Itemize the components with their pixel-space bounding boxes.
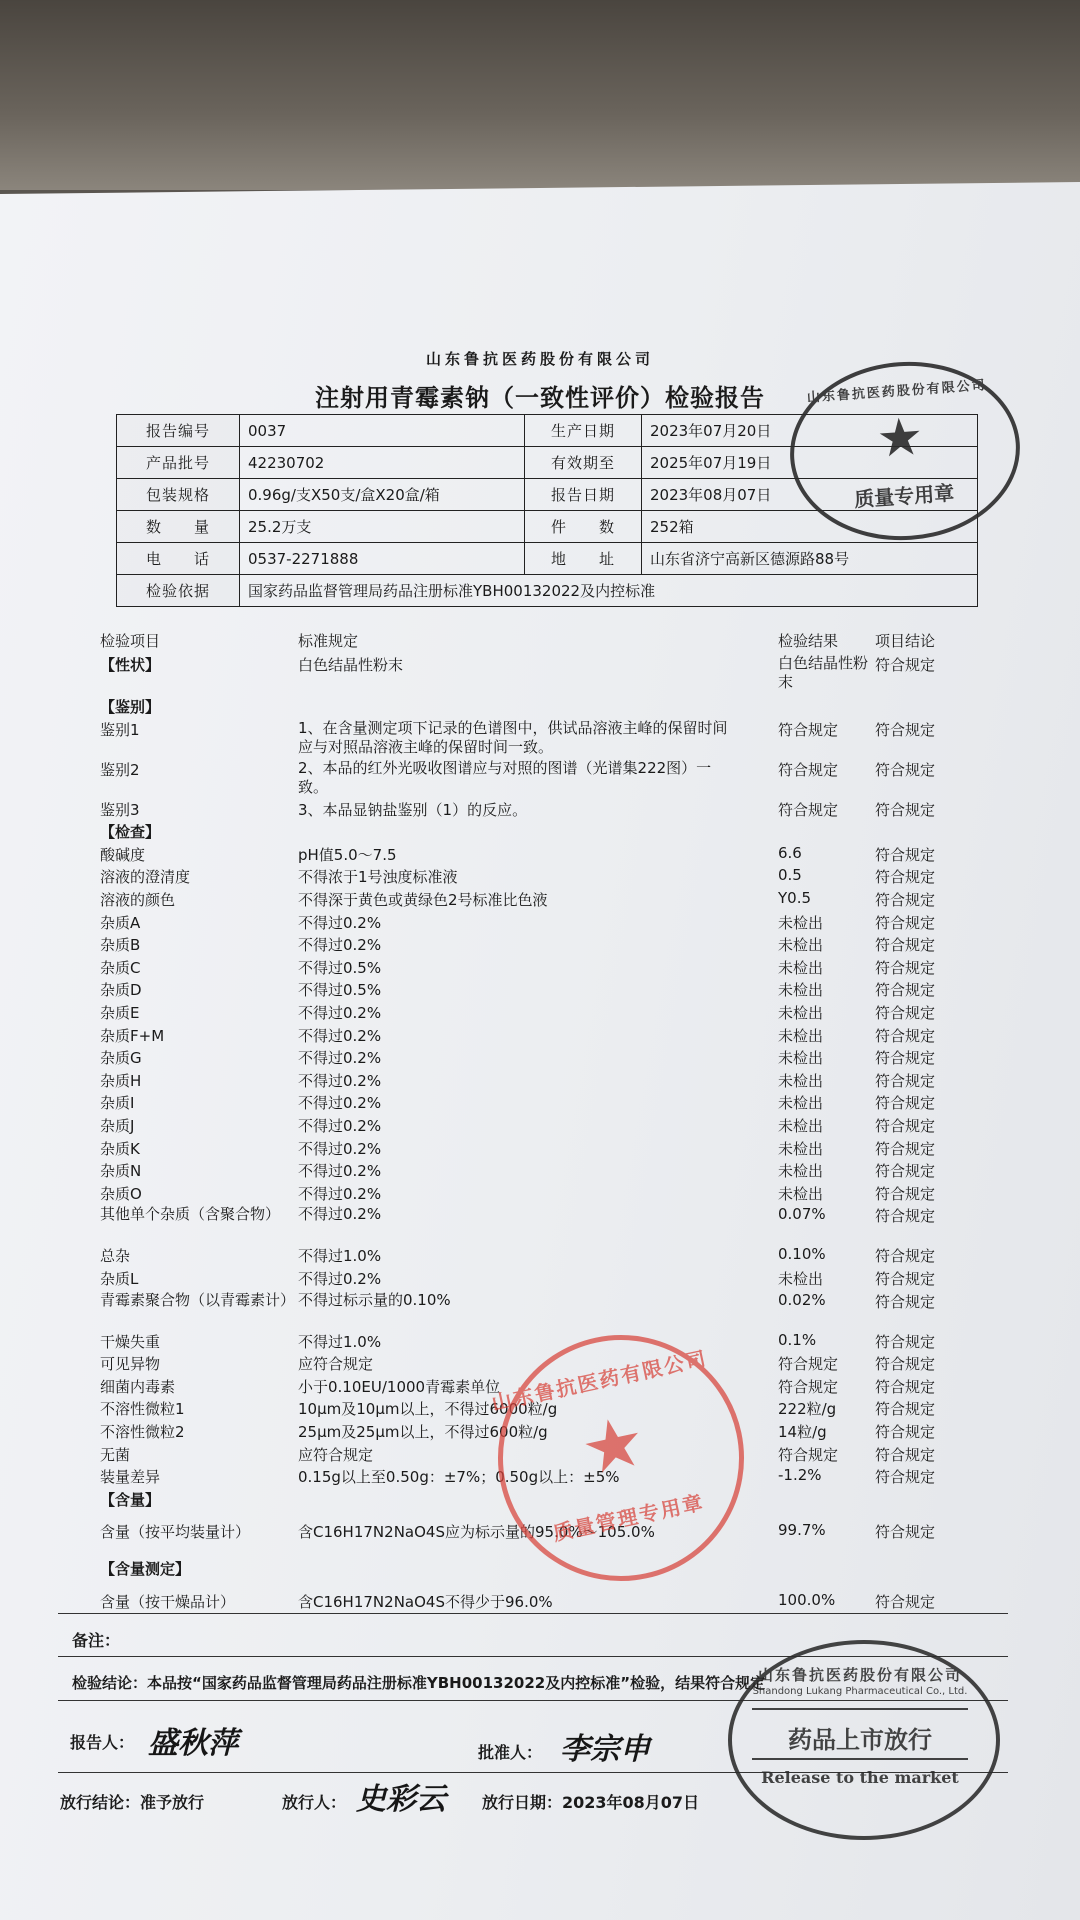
result-value: 符合规定: [778, 1445, 839, 1464]
standard-text: 不得过0.2%: [298, 1094, 382, 1113]
result-value: 222粒/g: [778, 1400, 837, 1419]
background-surface: [0, 0, 1080, 190]
conclusion-value: 符合规定: [875, 1592, 936, 1611]
seal-subtitle: Release to the market: [761, 1768, 959, 1787]
conclusion-value: 符合规定: [875, 1247, 936, 1266]
info-value: 252箱: [642, 511, 978, 543]
standard-text: 不得过标示量的0.10%: [298, 1290, 451, 1309]
reporter-signature: 盛秋萍: [148, 1726, 238, 1761]
result-row: [0, 758, 1080, 796]
test-item-label: 青霉素聚合物（以青霉素计）: [100, 1290, 296, 1309]
conclusion-value: 符合规定: [875, 1468, 936, 1487]
seal-english-name: Shandong Lukang Pharmaceutical Co., Ltd.: [752, 1686, 968, 1697]
result-row: [0, 1183, 1080, 1205]
result-row: [0, 866, 1080, 888]
result-value: 未检出: [778, 1184, 824, 1203]
standard-text: 小于0.10EU/1000青霉素单位: [298, 1377, 501, 1396]
result-row: [0, 1291, 1080, 1313]
inspection-conclusion: 检验结论：本品按“国家药品监督管理局药品注册标准YBH00132022及内控标准”检验，结果符合规定: [72, 1674, 766, 1692]
result-row: [0, 912, 1080, 934]
test-item-label: 杂质J: [100, 1117, 135, 1135]
test-item-label: 溶液的颜色: [100, 891, 176, 909]
info-label: 有效期至: [525, 447, 642, 479]
section-row: [0, 821, 1080, 843]
test-item-label: 含量（按干燥品计）: [100, 1592, 236, 1611]
conclusion-value: 符合规定: [875, 1071, 936, 1090]
approver-label: 批准人：: [478, 1743, 543, 1762]
test-item-label: 杂质N: [100, 1162, 142, 1181]
info-label: 包装规格: [117, 479, 240, 511]
result-row: [0, 1245, 1080, 1267]
info-value: 25.2万支: [240, 511, 525, 543]
info-value: 0037: [240, 415, 525, 447]
result-value: -1.2%: [778, 1466, 822, 1485]
standard-text: 不得过0.2%: [298, 1205, 382, 1224]
release-date: 放行日期：2023年08月07日: [482, 1793, 700, 1812]
test-item-label: 【含量测定】: [100, 1560, 191, 1578]
conclusion-value: 符合规定: [875, 800, 936, 819]
conclusion-value: 符合规定: [875, 656, 936, 674]
seal-company-text: 山东鲁抗医药有限公司: [489, 1346, 710, 1416]
conclusion-value: 符合规定: [875, 1377, 936, 1396]
result-value: 未检出: [778, 1004, 824, 1022]
test-item-label: 【检查】: [100, 823, 161, 842]
result-row: [0, 1002, 1080, 1024]
result-row: [0, 799, 1080, 821]
test-item-label: 【性状】: [100, 656, 161, 674]
result-value: 符合规定: [778, 800, 839, 819]
basis-value: 国家药品监督管理局药品注册标准YBH00132022及内控标准: [240, 575, 978, 607]
result-value: 100.0%: [778, 1590, 836, 1609]
result-value: 未检出: [778, 1162, 824, 1181]
seal-label: 质量专用章: [853, 480, 955, 512]
standard-text: 不得过0.5%: [298, 958, 382, 977]
test-item-label: 杂质I: [100, 1094, 135, 1113]
conclusion-value: 符合规定: [875, 1049, 936, 1068]
test-item-label: 可见异物: [100, 1355, 161, 1374]
result-row: [0, 979, 1080, 1001]
conclusion-value: 符合规定: [875, 1523, 936, 1542]
result-value: 0.5: [778, 866, 802, 885]
standard-text: 含C16H17N2NaO4S应为标示量的95.0%～105.0%: [298, 1523, 655, 1542]
conclusion-value: 符合规定: [875, 1117, 936, 1135]
result-row: [0, 1070, 1080, 1092]
test-item-label: 杂质K: [100, 1139, 140, 1158]
result-value: Y0.5: [778, 889, 812, 907]
test-item-label: 杂质G: [100, 1049, 142, 1068]
test-item-label: 装量差异: [100, 1468, 161, 1487]
test-item-label: 细菌内毒素: [100, 1377, 176, 1396]
info-label: 数 量: [117, 511, 240, 543]
standard-text: 应符合规定: [298, 1445, 374, 1464]
conclusion-value: 符合规定: [875, 1026, 936, 1045]
result-value: 99.7%: [778, 1521, 826, 1540]
test-item-label: 其他单个杂质（含聚合物）: [100, 1205, 281, 1224]
conclusion-value: 符合规定: [875, 868, 936, 887]
result-row: [0, 1205, 1080, 1227]
result-row: [0, 1138, 1080, 1160]
standard-text: 不得过0.2%: [298, 1162, 382, 1181]
test-item-label: 杂质L: [100, 1270, 139, 1288]
test-item-label: 杂质C: [100, 958, 141, 977]
standard-text: 白色结晶性粉末: [298, 656, 404, 674]
standard-text: 0.15g以上至0.50g：±7%；0.50g以上：±5%: [298, 1468, 620, 1487]
result-value: 未检出: [778, 1270, 824, 1288]
standard-text: 不得浓于1号浊度标准液: [298, 868, 458, 887]
test-item-label: 无菌: [100, 1445, 131, 1464]
conclusion-value: 符合规定: [875, 1445, 936, 1464]
standard-text: 不得过0.2%: [298, 1270, 382, 1288]
releaser-label: 放行人：: [282, 1793, 347, 1812]
result-value: 符合规定: [778, 1377, 839, 1396]
result-value: 符合规定: [778, 1355, 839, 1374]
info-row: [117, 543, 978, 575]
star-icon: ★: [573, 1398, 653, 1492]
info-value: 2023年08月07日: [642, 479, 978, 511]
report-title: 注射用青霉素钠（一致性评价）检验报告: [315, 384, 765, 412]
test-item-label: 干燥失重: [100, 1332, 161, 1351]
conclusion-value: 符合规定: [875, 1270, 936, 1288]
result-row: [0, 1047, 1080, 1069]
reporter-label: 报告人：: [70, 1733, 135, 1752]
standard-text: 不得过0.2%: [298, 913, 382, 932]
test-item-label: 酸碱度: [100, 845, 146, 864]
section-row: [0, 696, 1080, 718]
company-name: 山东鲁抗医药股份有限公司: [425, 350, 654, 368]
info-value: 山东省济宁高新区德源路88号: [642, 543, 978, 575]
result-row: [0, 957, 1080, 979]
result-value: 0.1%: [778, 1330, 817, 1349]
result-row: [0, 1268, 1080, 1290]
standard-text: 不得过0.2%: [298, 1117, 382, 1135]
conclusion-value: 符合规定: [875, 1162, 936, 1181]
info-label: 生产日期: [525, 415, 642, 447]
test-item-label: 含量（按平均装量计）: [100, 1523, 251, 1542]
standard-text: 不得过0.2%: [298, 1184, 382, 1203]
conclusion-value: 符合规定: [875, 936, 936, 955]
conclusion-value: 符合规定: [875, 891, 936, 909]
info-label: 报告编号: [117, 415, 240, 447]
test-item-label: 【含量】: [100, 1490, 161, 1509]
approver-signature: 李宗申: [560, 1732, 650, 1767]
header-result: 检验结果: [778, 632, 839, 650]
result-row: [0, 718, 1080, 756]
result-row: [0, 844, 1080, 866]
standard-text: 不得过0.2%: [298, 1071, 382, 1090]
result-value: 符合规定: [778, 720, 839, 739]
result-value: 符合规定: [778, 760, 839, 779]
test-item-label: 杂质E: [100, 1004, 140, 1022]
standard-text: 不得过0.5%: [298, 981, 382, 1000]
standard-text: 不得过0.2%: [298, 1049, 382, 1068]
star-icon: ★: [874, 406, 926, 470]
conclusion-value: 符合规定: [875, 1292, 936, 1311]
conclusion-value: 符合规定: [875, 981, 936, 1000]
seal-label: 质量管理专用章: [550, 1489, 707, 1546]
test-item-label: 杂质D: [100, 981, 142, 1000]
conclusion-value: 符合规定: [875, 1423, 936, 1441]
conclusion-value: 符合规定: [875, 720, 936, 739]
result-value: 未检出: [778, 981, 824, 1000]
standard-text: 10μm及10μm以上，不得过6000粒/g: [298, 1400, 558, 1419]
conclusion-value: 符合规定: [875, 1355, 936, 1374]
result-value: 6.6: [778, 843, 802, 862]
test-item-label: 【鉴别】: [100, 698, 161, 716]
result-value: 0.10%: [778, 1245, 826, 1264]
result-value: 未检出: [778, 1139, 824, 1158]
standard-text: 不得过1.0%: [298, 1332, 382, 1351]
seal-divider: [752, 1758, 968, 1760]
result-value: 未检出: [778, 1071, 824, 1090]
test-item-label: 不溶性微粒2: [100, 1423, 185, 1441]
info-row: [117, 575, 978, 607]
info-label: 报告日期: [525, 479, 642, 511]
standard-text: 含C16H17N2NaO4S不得少于96.0%: [298, 1592, 553, 1611]
test-item-label: 杂质A: [100, 913, 141, 932]
release-conclusion: 放行结论：准予放行: [60, 1793, 205, 1812]
header-conclusion: 项目结论: [875, 632, 936, 650]
result-value: 0.07%: [778, 1205, 826, 1224]
test-item-label: 杂质H: [100, 1071, 142, 1090]
standard-text: 不得过1.0%: [298, 1247, 382, 1266]
result-row: [0, 1591, 1080, 1613]
result-row: [0, 1115, 1080, 1137]
result-row: [0, 1160, 1080, 1182]
standard-text: 不得过0.2%: [298, 1139, 382, 1158]
result-value: 白色结晶性粉末: [778, 654, 869, 691]
info-label: 地 址: [525, 543, 642, 575]
test-item-label: 不溶性微粒1: [100, 1400, 185, 1419]
test-item-label: 杂质B: [100, 936, 141, 955]
conclusion-value: 符合规定: [875, 958, 936, 977]
releaser-signature: 史彩云: [356, 1782, 446, 1817]
test-item-label: 鉴别2: [100, 760, 140, 779]
test-item-label: 总杂: [100, 1247, 131, 1266]
conclusion-value: 符合规定: [875, 1184, 936, 1203]
results-header: [0, 630, 1080, 652]
standard-text: 不得过0.2%: [298, 936, 382, 955]
conclusion-value: 符合规定: [875, 1332, 936, 1351]
result-value: 未检出: [778, 958, 824, 977]
result-value: 未检出: [778, 913, 824, 932]
standard-text: 25μm及25μm以上，不得过600粒/g: [298, 1423, 548, 1441]
test-item-label: 鉴别3: [100, 800, 140, 819]
conclusion-value: 符合规定: [875, 1207, 936, 1226]
seal-company-text: 山东鲁抗医药股份有限公司: [806, 378, 988, 406]
section-row: [0, 654, 1080, 691]
test-item-label: 鉴别1: [100, 720, 140, 739]
standard-text: 应符合规定: [298, 1355, 374, 1374]
standard-text: 3、本品显钠盐鉴别（1）的反应。: [298, 800, 528, 819]
result-row: [0, 934, 1080, 956]
release-seal: [728, 1640, 1000, 1840]
result-value: 未检出: [778, 1094, 824, 1113]
seal-label: 药品上市放行: [788, 1726, 932, 1754]
result-row: [0, 1092, 1080, 1114]
info-value: 42230702: [240, 447, 525, 479]
result-value: 14粒/g: [778, 1423, 827, 1441]
seal-divider: [752, 1708, 968, 1710]
result-value: 0.02%: [778, 1290, 826, 1309]
header-item: 检验项目: [100, 632, 161, 650]
info-value: 2023年07月20日: [642, 415, 978, 447]
result-value: 未检出: [778, 1026, 824, 1045]
standard-text: 不得过0.2%: [298, 1004, 382, 1022]
conclusion-value: 符合规定: [875, 1094, 936, 1113]
info-label: 产品批号: [117, 447, 240, 479]
basis-label: 检验依据: [117, 575, 240, 607]
info-label: 电 话: [117, 543, 240, 575]
conclusion-value: 符合规定: [875, 913, 936, 932]
conclusion-value: 符合规定: [875, 845, 936, 864]
seal-company-text: 山东鲁抗医药股份有限公司: [757, 1666, 962, 1684]
info-value: 0537-2271888: [240, 543, 525, 575]
header-standard: 标准规定: [298, 632, 359, 650]
info-value: 2025年07月19日: [642, 447, 978, 479]
result-value: 未检出: [778, 1117, 824, 1135]
conclusion-value: 符合规定: [875, 1139, 936, 1158]
conclusion-value: 符合规定: [875, 1400, 936, 1419]
test-item-label: 杂质F+M: [100, 1026, 165, 1045]
result-value: 未检出: [778, 1049, 824, 1068]
result-row: [0, 1025, 1080, 1047]
section-row: [0, 1558, 1080, 1580]
result-row: [0, 1331, 1080, 1353]
info-value: 0.96g/支X50支/盒X20盒/箱: [240, 479, 525, 511]
standard-text: 不得过0.2%: [298, 1026, 382, 1045]
standard-text: 2、本品的红外光吸收图谱应与对照的图谱（光谱集222图）一致。: [298, 758, 712, 796]
result-value: 未检出: [778, 936, 824, 955]
standard-text: pH值5.0～7.5: [298, 845, 397, 864]
test-item-label: 杂质O: [100, 1184, 142, 1203]
standard-text: 1、在含量测定项下记录的色谱图中，供试品溶液主峰的保留时间应与对照品溶液主峰的保留时间一致。: [298, 718, 728, 756]
conclusion-value: 符合规定: [875, 760, 936, 779]
test-item-label: 溶液的澄清度: [100, 868, 191, 887]
info-label: 件 数: [525, 511, 642, 543]
standard-text: 不得深于黄色或黄绿色2号标准比色液: [298, 891, 548, 909]
divider: [58, 1613, 1008, 1614]
notes-label: 备注：: [72, 1631, 121, 1650]
result-row: [0, 889, 1080, 911]
conclusion-value: 符合规定: [875, 1004, 936, 1022]
